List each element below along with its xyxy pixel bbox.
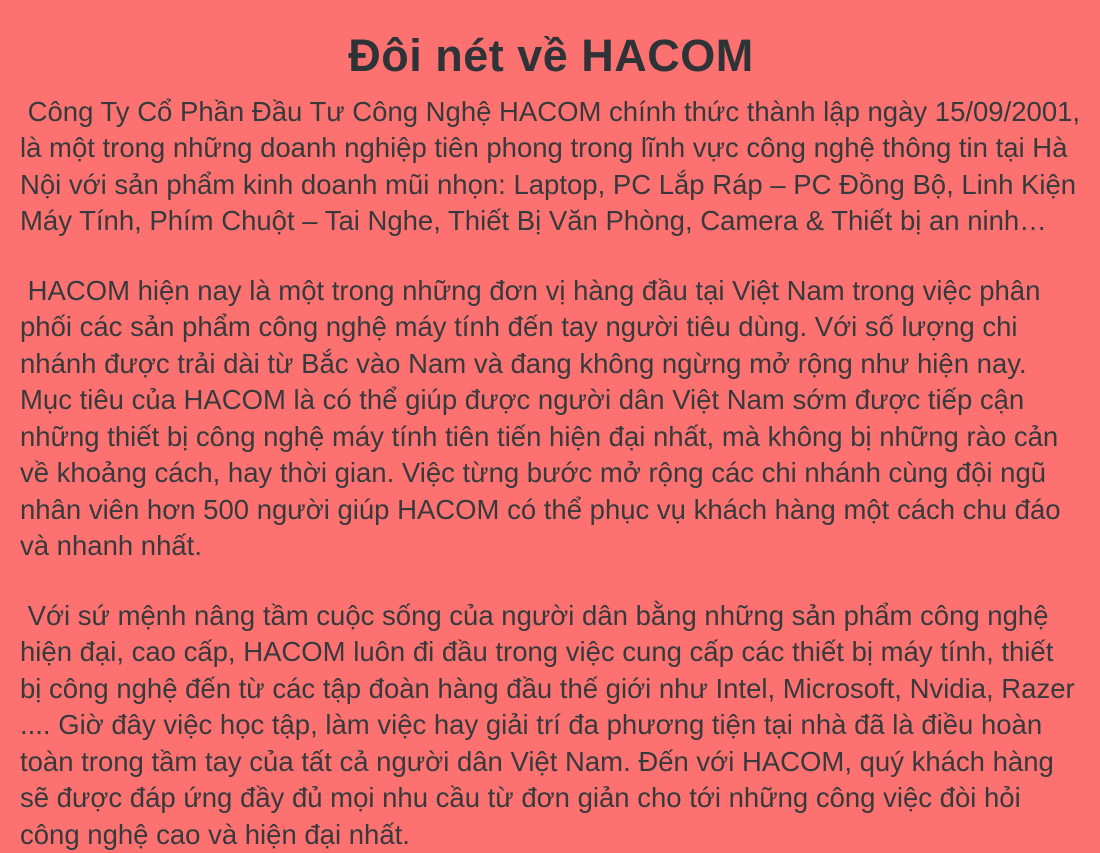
about-paragraph-founding: Công Ty Cổ Phần Đầu Tư Công Nghệ HACOM chính thức thành lập ngày 15/09/2001, là một trong những doanh nghiệp tiên phong trong lĩnh vực công nghệ thông tin tại Hà Nội với sản phẩm kinh doanh mũi nhọn: Laptop, PC Lắp Ráp – PC Đồng Bộ, Linh Kiện Máy Tính, Phím Chuột – Tai Nghe, Thiết Bị Văn Phòng, Camera & Thiết bị an ninh… <box>20 95 1088 237</box>
about-paragraph-mission: Với sứ mệnh nâng tầm cuộc sống của người dân bằng những sản phẩm công nghệ hiện đại, cao cấp, HACOM luôn đi đầu trong việc cung cấp các thiết bị máy tính, thiết bị công nghệ đến từ các tập đoàn hàng đầu thế giới như Intel, Microsoft, Nvidia, Razer .... Giờ đây việc học tập, làm việc hay giải trí đa phương tiện tại nhà đã là điều hoàn toàn trong tầm tay của tất cả người dân Việt Nam. Đến với HACOM, quý khách hàng sẽ được đáp ứng đầy đủ mọi nhu cầu từ đơn giản cho tới những công việc đòi hỏi công nghệ cao và hiện đại nhất. <box>20 599 1083 850</box>
about-paragraph-distribution: HACOM hiện nay là một trong những đơn vị hàng đầu tại Việt Nam trong việc phân phối các sản phẩm công nghệ máy tính đến tay người tiêu dùng. Với số lượng chi nhánh được trải dài từ Bắc vào Nam và đang không ngừng mở rộng như hiện nay. Mục tiêu của HACOM là có thể giúp được người dân Việt Nam sớm được tiếp cận những thiết bị công nghệ máy tính tiên tiến hiện đại nhất, mà không bị những rào cản về khoảng cách, hay thời gian. Việc từng bước mở rộng các chi nhánh cùng đội ngũ nhân viên hơn 500 người giúp HACOM có thể phục vụ khách hàng một cách chu đáo và nhanh nhất. <box>20 274 1069 562</box>
page-title: Đôi nét về HACOM <box>348 30 754 81</box>
